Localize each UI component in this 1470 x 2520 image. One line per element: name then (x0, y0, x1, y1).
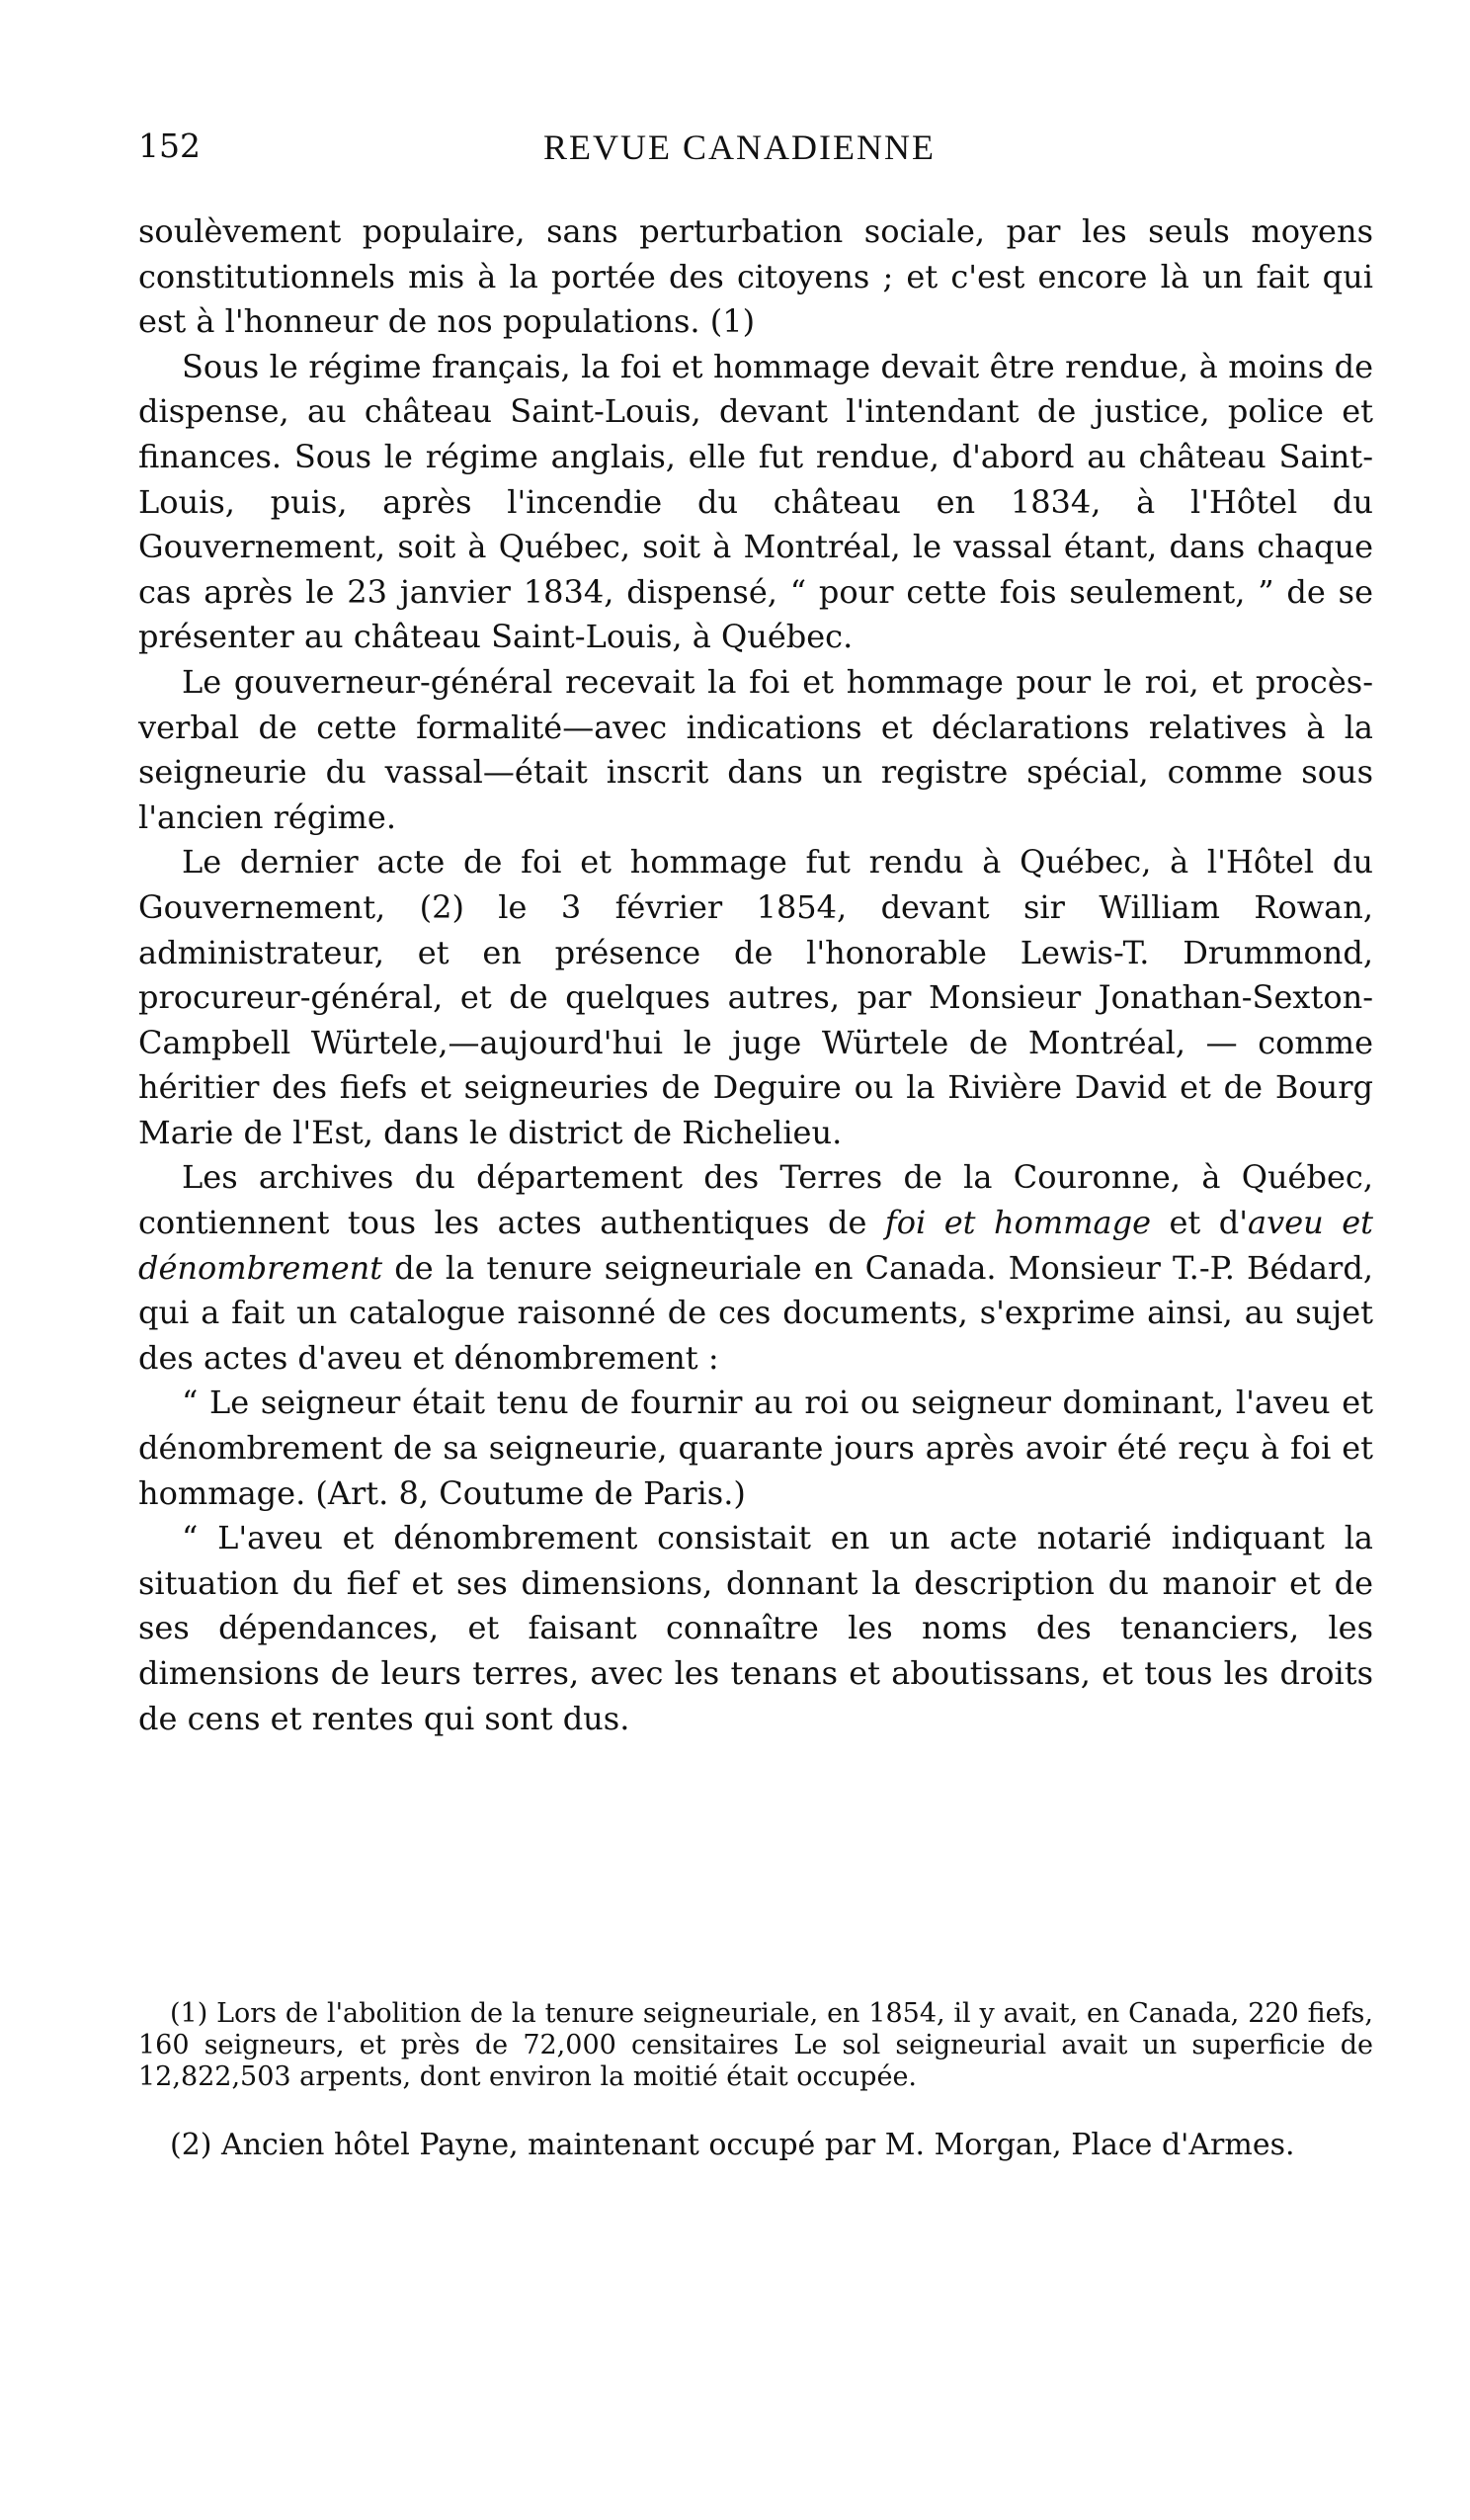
paragraph-3: Le gouverneur-général recevait la foi et hommage pour le roi, et procès-verbal de cette formalité—avec indications et déclarations relatives à la seigneurie du vassal—était inscrit dans un registre spécial, comme sous l'ancien régime. (138, 662, 1373, 836)
paragraph-5 (138, 1155, 1373, 1381)
quote-paragraph-1: “ Le seigneur était tenu de fournir au roi ou seigneur dominant, l'aveu et dénombrement de sa seigneurie, quarante jours après avoir été reçu à foi et hommage. (Art. 8, Coutume de Paris.) (138, 1384, 1373, 1512)
body-text (138, 210, 1373, 1741)
paragraph-5-text-2: et d' (1151, 1204, 1249, 1242)
paragraph-4: Le dernier acte de foi et hommage fut rendu à Québec, à l'Hôtel du Gouvernement, (2) le 3 février 1854, devant sir William Rowan, administrateur, et en présence de l'honorable Lewis-T. Drummond, procureur-général, et de quelques autres, par Monsieur Jonathan-Sexton-Campbell Würtele,—aujourd'hui le juge Würtele de Montréal, — comme héritier des fiefs et seigneuries de Deguire ou la Rivière David et de Bourg Marie de l'Est, dans le district de Richelieu. (138, 843, 1373, 1151)
paragraph-5-text-3: de la tenure seigneuriale en Canada. Monsieur T.-P. Bédard, qui a fait un catalogue raisonné de ces documents, s'exprime ainsi, au sujet des actes d'aveu et dénombrement : (138, 1248, 1373, 1377)
page-number: 152 (138, 126, 201, 165)
footnote-2-block (138, 2130, 1373, 2161)
quote-paragraph-2: “ L'aveu et dénombrement consistait en un acte notarié indiquant la situation du fief et ses dimensions, donnant la description du manoir et de ses dépendances, et faisant connaître les noms des tenanciers, les dimensions de leurs terres, avec les tenans et aboutissans, et tous les droits de cens et rentes qui sont dus. (138, 1519, 1373, 1737)
footnote-2: (2) Ancien hôtel Payne, maintenant occupé par M. Morgan, Place d'Armes. (170, 2128, 1295, 2162)
paragraph-2: Sous le régime français, la foi et hommage devait être rendue, à moins de dispense, au château Saint-Louis, devant l'intendant de justice, police et finances. Sous le régime anglais, elle fut rendue, d'abord au château Saint-Louis, puis, après l'incendie du château en 1834, à l'Hôtel du Gouvernement, soit à Québec, soit à Montréal, le vassal étant, dans chaque cas après le 23 janvier 1834, dispensé, “ pour cette fois seulement, ” de se présenter au château Saint-Louis, à Québec. (138, 347, 1373, 656)
running-title: REVUE CANADIENNE (543, 127, 936, 167)
paragraph-5-text-1: Les archives du département des Terres de la Couronne, à Québec, contiennent tous les actes authentiques de (138, 1158, 1373, 1242)
paragraph-1: soulèvement populaire, sans perturbation sociale, par les seuls moyens constitutionnels mis à la portée des citoyens ; et c'est encore là un fait qui est à l'honneur de nos populations. (1) (138, 212, 1373, 341)
footnote-1: (1) Lors de l'abolition de la tenure seigneuriale, en 1854, il y avait, en Canada, 220 fiefs, 160 seigneurs, et près de 72,000 censitaires Le sol seigneurial avait un superficie de 12,822,503 arpents, dont environ la moitié était occupée. (138, 1998, 1373, 2092)
italic-aveu-et-denombrement: aveu et dénombrement (138, 1204, 1374, 1287)
footnote-1-block (138, 1998, 1373, 2093)
italic-foi-et-hommage: foi et hommage (884, 1204, 1152, 1242)
page-header (138, 126, 1373, 176)
